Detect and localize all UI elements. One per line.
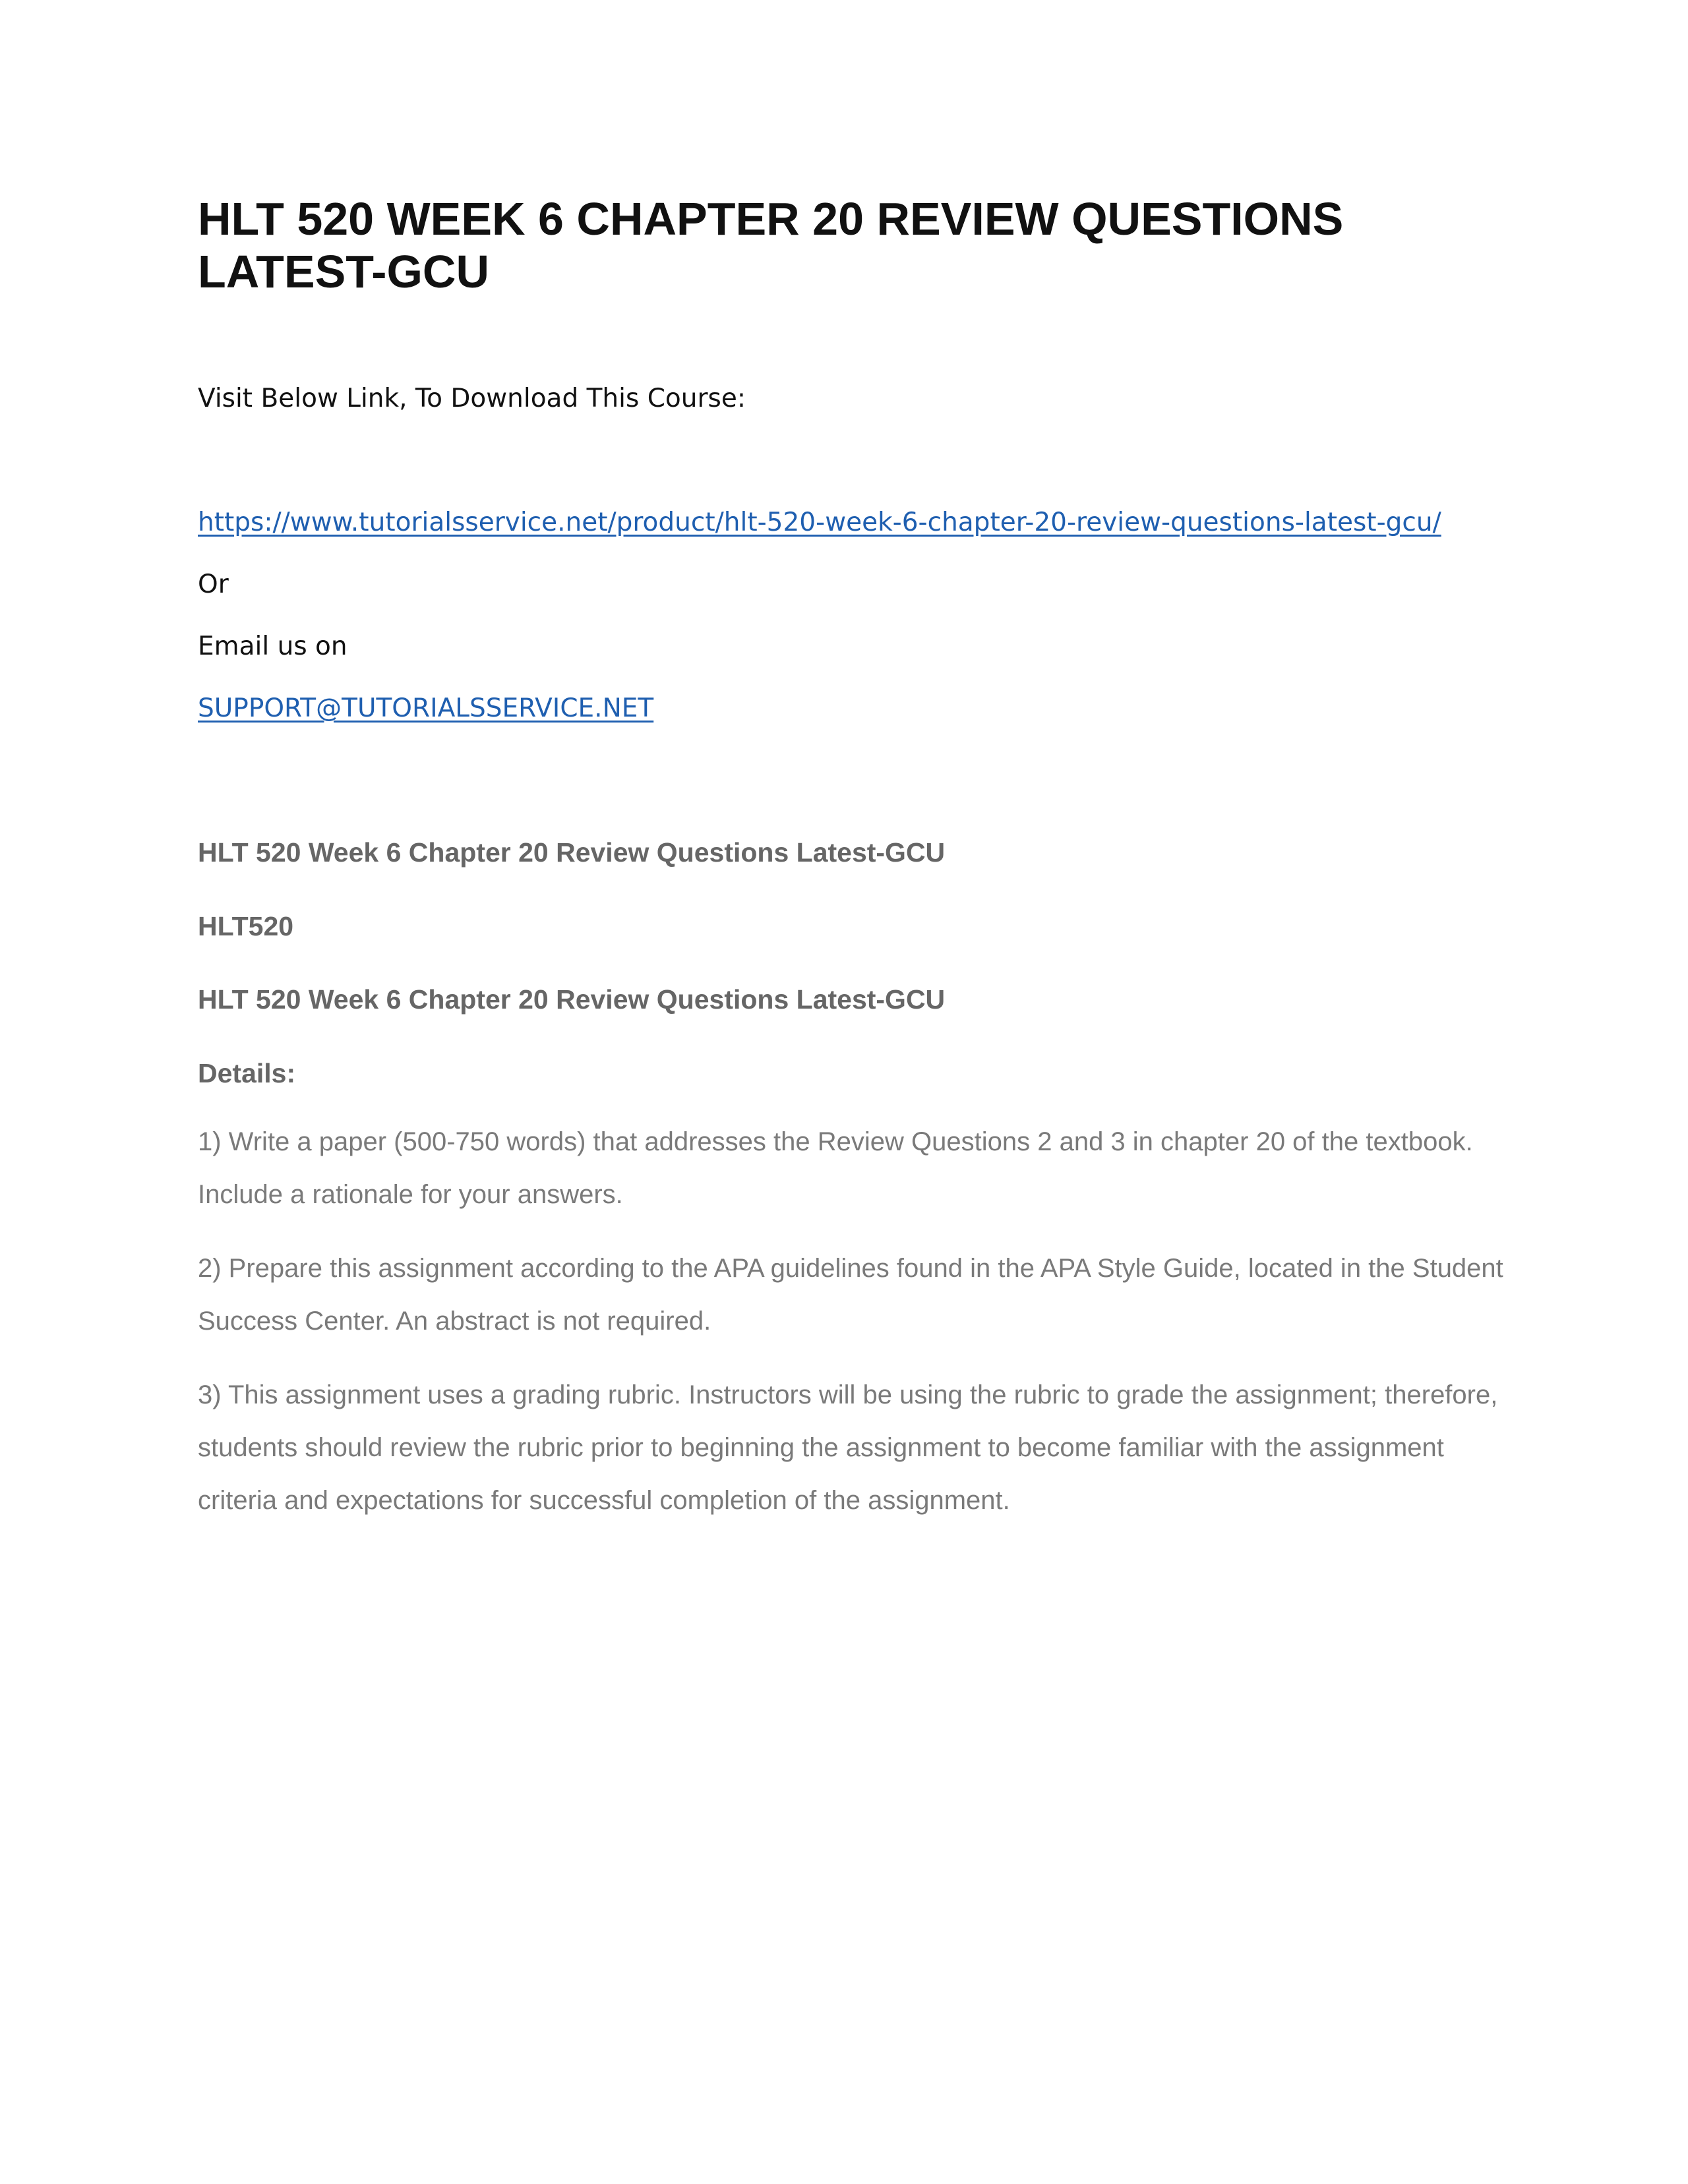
detail-item-3: 3) This assignment uses a grading rubric. Instructors will be using the rubric to grade the assignment; therefore, students should review the rubric prior to beginning the assignment to become familiar with the assignment criteria and expectations for successful completion of the assignment. (198, 1380, 1498, 1515)
details-label: Details: (198, 1058, 296, 1088)
course-heading-2: HLT 520 Week 6 Chapter 20 Review Questions Latest-GCU (198, 984, 946, 1015)
or-text: Or (198, 570, 229, 599)
document-content (198, 192, 1543, 1515)
page-title: HLT 520 WEEK 6 CHAPTER 20 REVIEW QUESTIONS LATEST-GCU (198, 193, 1344, 297)
support-email-link[interactable]: SUPPORT@TUTORIALSSERVICE.NET (198, 694, 654, 723)
detail-item-2: 2) Prepare this assignment according to the APA guidelines found in the APA Style Guide, located in the Student Success Center. An abstract is not required. (198, 1254, 1503, 1336)
course-code: HLT520 (198, 911, 294, 941)
course-heading-1: HLT 520 Week 6 Chapter 20 Review Questions Latest-GCU (198, 837, 946, 868)
detail-item-1: 1) Write a paper (500-750 words) that addresses the Review Questions 2 and 3 in chapter 20 of the textbook. Include a rationale for your answers. (198, 1127, 1473, 1209)
email-prompt: Email us on (198, 632, 347, 661)
product-link[interactable]: https://www.tutorialsservice.net/product/hlt-520-week-6-chapter-20-review-questions-latest-gcu/ (198, 508, 1441, 537)
visit-instruction: Visit Below Link, To Download This Course: (198, 384, 746, 413)
